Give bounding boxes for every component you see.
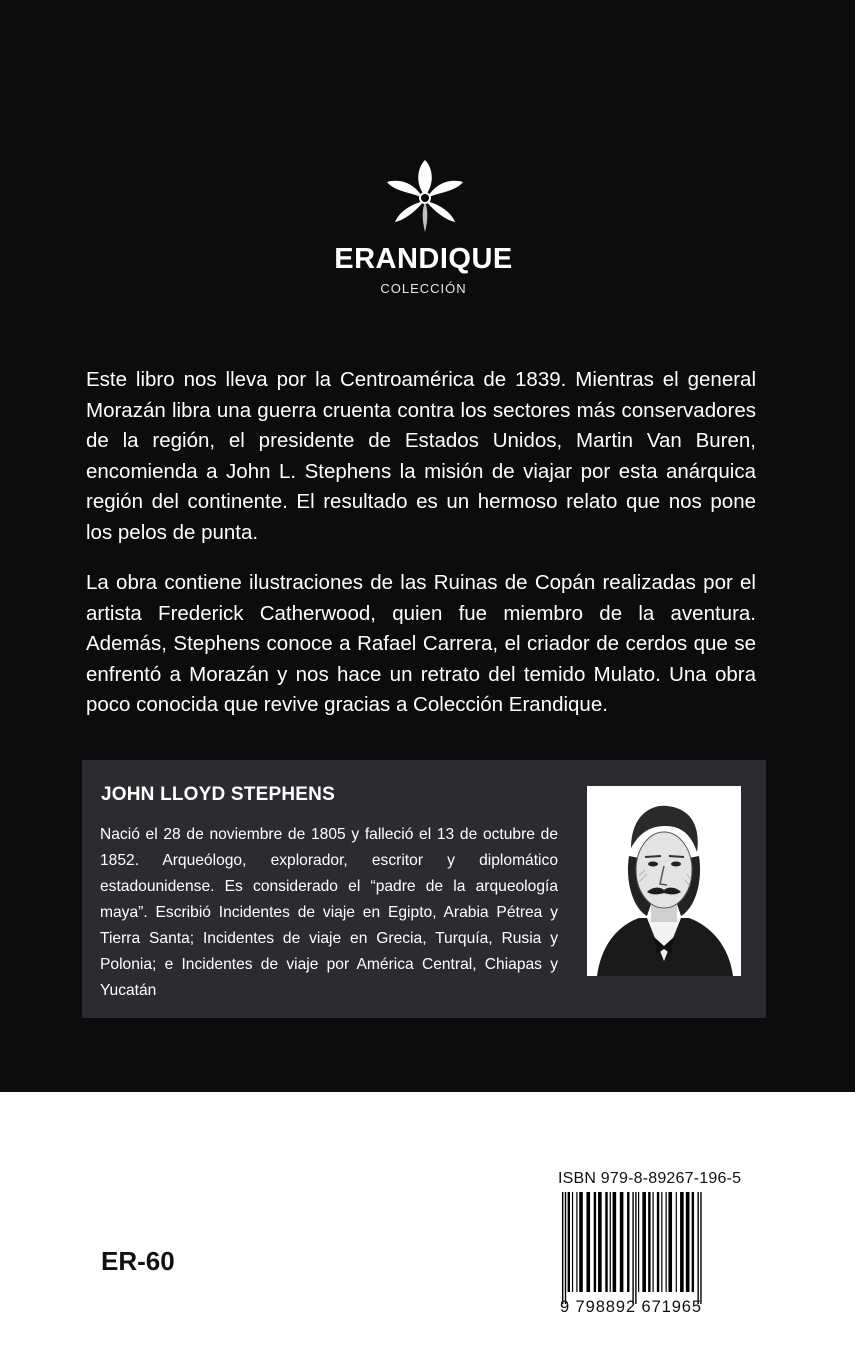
barcode-bar (700, 1192, 701, 1304)
barcode-bar (605, 1192, 607, 1292)
barcode-bar (610, 1192, 611, 1292)
synopsis-paragraph-1: Este libro nos lleva por la Centroamérica de 1839. Mientras el general Morazán libra una guerra cruenta contra los sectores más conservadores de la región, el presidente de Estados Unidos, Martin Van Buren, encomienda a John L. Stephens la misión de viajar por esta anárquica región del continente. El resultado es un hermoso relato que nos pone los pelos de punta. (86, 368, 756, 544)
isbn-barcode (560, 1192, 735, 1304)
barcode-bar (627, 1192, 629, 1292)
barcode-bar (562, 1192, 563, 1304)
barcode-bar (579, 1192, 583, 1292)
author-bio-text: Nació el 28 de noviembre de 1805 y falleció el 13 de octubre de 1852. Arqueólogo, explorador, escritor y diplomático estadounidense. Es considerado el “padre de la arqueología maya”. Escribió Incidentes de viaje en Egipto, Arabia Pétrea y Tierra Santa; Incidentes de viaje en Grecia, Turquía, Rusia y Polonia; e Incidentes de viaje por América Central, Chiapas y Yucatán (100, 826, 558, 999)
barcode-bar (638, 1192, 639, 1292)
barcode-bar (635, 1192, 636, 1304)
barcode-bar (565, 1192, 566, 1304)
barcode-bar (657, 1192, 659, 1292)
barcode-bar (666, 1192, 667, 1292)
barcode-bar (594, 1192, 596, 1292)
author-name: JOHN LLOYD STEPHENS (101, 784, 335, 805)
barcode-bar (697, 1192, 698, 1304)
barcode-bar (676, 1192, 677, 1292)
brand-subtitle: COLECCIÓN (380, 281, 467, 296)
barcode-bar (686, 1192, 690, 1292)
synopsis-paragraph-2: La obra contiene ilustraciones de las Ruinas de Copán realizadas por el artista Frederick Catherwood, quien fue miembro de la aventura. Además, Stephens conoce a Rafael Carrera, el criador de cerdos que se enfrentó a Morazán y nos hace un retrato del temido Mulato. Una obra poco conocida que revive gracias a Colección Erandique. (86, 571, 756, 716)
barcode-bar (568, 1192, 570, 1292)
barcode-bar (668, 1192, 672, 1292)
barcode-bar (586, 1192, 590, 1292)
barcode-bar (692, 1192, 694, 1292)
barcode-bar (653, 1192, 654, 1292)
barcode-bar (576, 1192, 577, 1292)
barcode-bar (661, 1192, 662, 1292)
barcode-bar (613, 1192, 617, 1292)
isbn-label: ISBN 979-8-89267-196-5 (558, 1170, 742, 1187)
erandique-flower-logo-icon (380, 158, 470, 238)
author-bio-panel (82, 760, 766, 1018)
collection-code: ER-60 (101, 1246, 175, 1276)
isbn-digits: 9 798892 671965 (560, 1298, 702, 1316)
barcode-bar (648, 1192, 650, 1292)
barcode-bar (680, 1192, 684, 1292)
barcode-bar (572, 1192, 573, 1292)
barcode-bar (598, 1192, 602, 1292)
barcode-bar (632, 1192, 633, 1304)
barcode-bar (642, 1192, 646, 1292)
barcode-bar (620, 1192, 624, 1292)
brand-title: ERANDIQUE (334, 243, 513, 275)
author-portrait-image (587, 786, 741, 976)
